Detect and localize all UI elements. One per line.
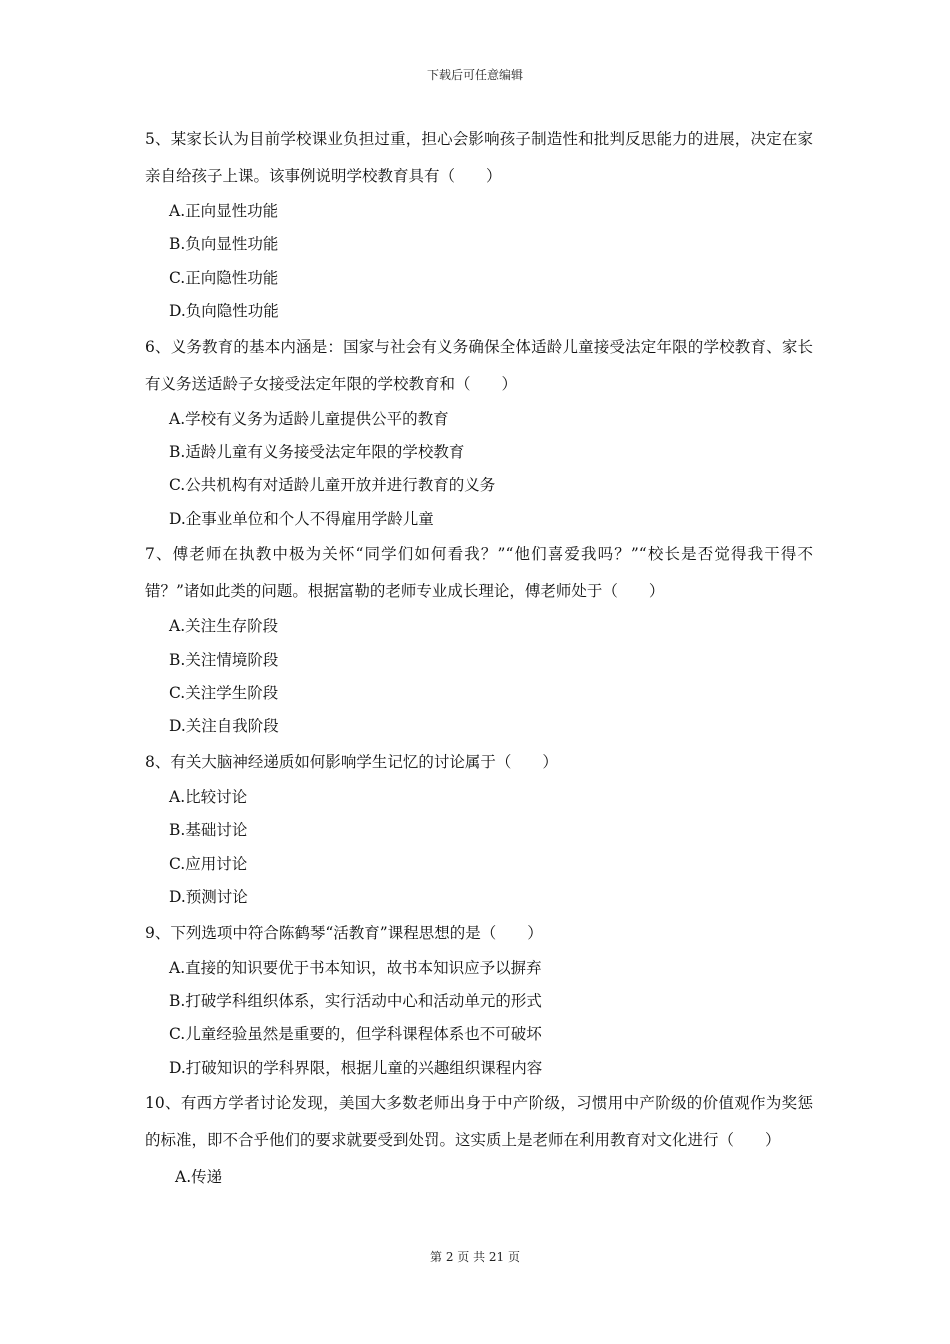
question-5: [145, 121, 813, 329]
option-a: A.关注生存阶段: [169, 617, 279, 636]
option-b: B.负向显性功能: [169, 235, 279, 254]
question-stem: 5、某家长认为目前学校课业负担过重，担心会影响孩子制造性和批判反思能力的进展，决定在家亲自给孩子上课。该事例说明学校教育具有（ ）: [145, 130, 813, 185]
option-a: A.传递: [175, 1168, 223, 1187]
option-a: A.学校有义务为适龄儿童提供公平的教育: [169, 409, 449, 428]
page-header: 下载后可任意编辑: [426, 68, 523, 82]
option-b: B.基础讨论: [169, 821, 248, 840]
question-stem: 7、傅老师在执教中极为关怀“同学们如何看我？”“他们喜爱我吗？”“校长是否觉得我干得不错？”诸如此类的问题。根据富勒的老师专业成长理论，傅老师处于（ ）: [145, 545, 813, 601]
question-6: [145, 329, 813, 537]
question-10: [145, 1085, 813, 1194]
option-d: D.关注自我阶段: [169, 717, 279, 736]
option-c: C.公共机构有对适龄儿童开放并进行教育的义务: [169, 476, 496, 495]
question-stem: 8、有关大脑神经递质如何影响学生记忆的讨论属于（ ）: [145, 752, 558, 771]
option-a: A.正向显性功能: [169, 202, 279, 220]
page-content: [145, 121, 813, 1195]
question-9: [145, 915, 813, 1086]
page-footer: 第 2 页 共 21 页: [430, 1250, 520, 1264]
option-b: B.打破学科组织体系，实行活动中心和活动单元的形式: [169, 991, 542, 1010]
option-d: D.企事业单位和个人不得雇用学龄儿童: [169, 509, 434, 528]
option-a: A.比较讨论: [169, 787, 248, 806]
option-c: C.应用讨论: [169, 854, 248, 873]
option-a: A.直接的知识要优于书本知识，故书本知识应予以摒弃: [169, 958, 542, 977]
option-c: C.关注学生阶段: [169, 684, 279, 703]
question-stem: 9、下列选项中符合陈鹤琴“活教育”课程思想的是（ ）: [145, 923, 543, 942]
question-8: [145, 744, 813, 915]
option-d: D.负向隐性功能: [169, 302, 279, 321]
option-d: D.预测讨论: [169, 888, 248, 907]
question-stem: 6、义务教育的基本内涵是：国家与社会有义务确保全体适龄儿童接受法定年限的学校教育、家长有义务送适龄子女接受法定年限的学校教育和（ ）: [145, 337, 813, 393]
option-b: B.关注情境阶段: [169, 650, 279, 669]
question-stem: 10、有西方学者讨论发现，美国大多数老师出身于中产阶级，习惯用中产阶级的价值观作为奖惩的标准，即不合乎他们的要求就要受到处罚。这实质上是老师在利用教育对文化进行（ ）: [145, 1094, 813, 1150]
question-7: [145, 536, 813, 744]
option-d: D.打破知识的学科界限，根据儿童的兴趣组织课程内容: [169, 1058, 543, 1077]
option-c: C.儿童经验虽然是重要的，但学科课程体系也不可破坏: [169, 1025, 542, 1044]
option-b: B.适龄儿童有义务接受法定年限的学校教育: [169, 443, 465, 462]
option-c: C.正向隐性功能: [169, 268, 279, 287]
